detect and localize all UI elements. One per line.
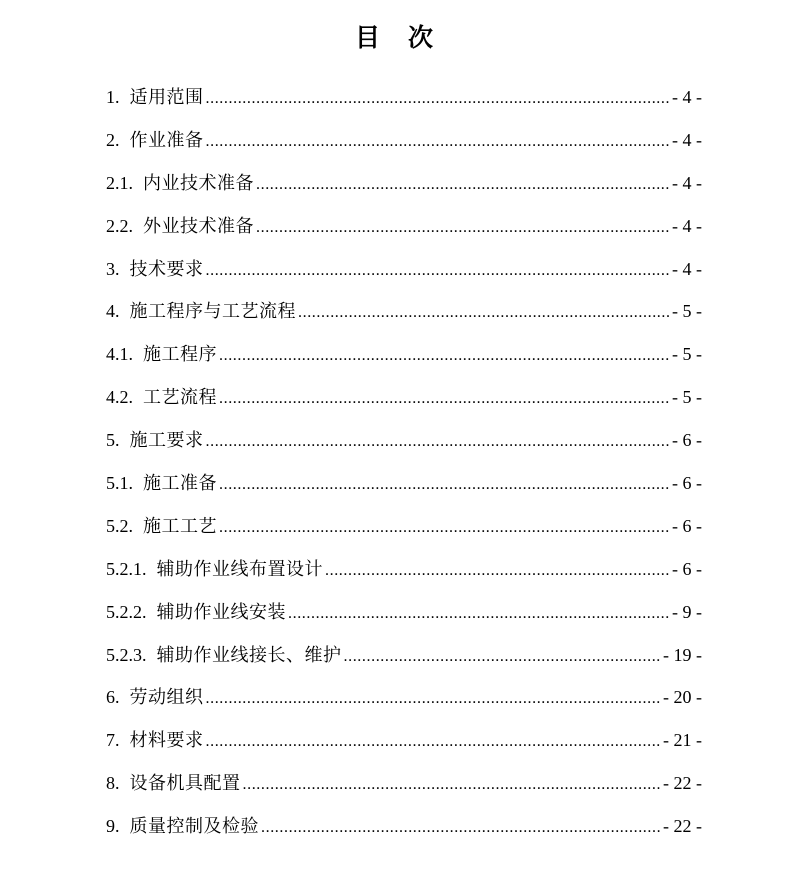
toc-entry-number: 5.2. <box>106 515 133 536</box>
toc-entry[interactable] <box>106 376 702 419</box>
toc-entry[interactable] <box>106 290 702 333</box>
toc-entry-number: 4.2. <box>106 387 133 408</box>
toc-entry[interactable] <box>106 333 702 376</box>
toc-entry[interactable] <box>106 548 702 591</box>
toc-dot-leader <box>219 464 670 507</box>
toc-entry-page: - 4 - <box>672 172 702 193</box>
toc-entry-title: 技术要求 <box>129 258 204 280</box>
toc-entry-number: 8. <box>106 773 120 794</box>
toc-entry[interactable] <box>106 205 702 248</box>
toc-entry-title: 劳动组织 <box>129 687 204 709</box>
toc-entry-number: 2. <box>106 129 120 150</box>
toc-entry[interactable] <box>106 719 702 762</box>
toc-entry[interactable] <box>106 805 702 848</box>
toc-entry-page: - 6 - <box>672 515 702 536</box>
toc-entry[interactable] <box>106 505 702 548</box>
toc-entry[interactable] <box>106 634 702 677</box>
toc-entry-title: 外业技术准备 <box>143 215 254 237</box>
toc-dot-leader <box>206 678 662 721</box>
toc-entry-title: 施工要求 <box>129 430 204 452</box>
toc-entry-number: 5.2.2. <box>106 601 147 622</box>
toc-dot-leader <box>298 292 670 335</box>
toc-entry-number: 5.2.1. <box>106 558 147 579</box>
toc-entry[interactable] <box>106 419 702 462</box>
page-title <box>0 18 788 54</box>
toc-entry[interactable] <box>106 248 702 291</box>
toc-entry-page: - 22 - <box>663 773 702 794</box>
toc-entry-page: - 4 - <box>672 87 702 107</box>
toc-entry-number: 7. <box>106 730 120 751</box>
toc-list <box>106 76 702 848</box>
toc-dot-leader <box>206 78 671 121</box>
toc-entry-title: 施工程序 <box>143 344 217 366</box>
toc-dot-leader <box>219 378 670 421</box>
toc-entry-number: 5. <box>106 430 120 451</box>
title-char-left: 目 <box>354 23 380 52</box>
toc-entry-number: 5.2.3. <box>106 644 147 665</box>
toc-entry-number: 2.2. <box>106 215 133 236</box>
toc-entry-page: - 4 - <box>672 258 702 279</box>
toc-entry-page: - 4 - <box>672 215 702 236</box>
toc-dot-leader <box>206 121 671 164</box>
toc-entry-number: 3. <box>106 258 120 279</box>
toc-entry-page: - 19 - <box>663 644 702 665</box>
toc-entry-page: - 6 - <box>672 473 702 494</box>
toc-entry-title: 材料要求 <box>129 730 204 752</box>
toc-entry-page: - 5 - <box>672 301 702 322</box>
toc-entry-title: 辅助作业线接长、维护 <box>156 644 342 666</box>
toc-entry-title: 设备机具配置 <box>129 773 241 795</box>
toc-entry-title: 内业技术准备 <box>143 172 254 194</box>
toc-dot-leader <box>261 807 661 850</box>
toc-dot-leader <box>206 421 671 464</box>
toc-entry-title: 施工准备 <box>143 473 217 495</box>
toc-entry-page: - 6 - <box>672 558 702 579</box>
toc-dot-leader <box>256 164 670 207</box>
toc-entry-page: - 22 - <box>663 816 702 837</box>
toc-entry-title: 施工程序与工艺流程 <box>129 301 296 323</box>
toc-entry[interactable] <box>106 762 702 805</box>
toc-entry-title: 适用范围 <box>129 87 204 108</box>
toc-dot-leader <box>219 507 670 550</box>
toc-entry-page: - 20 - <box>663 687 702 708</box>
toc-entry-page: - 21 - <box>663 730 702 751</box>
toc-dot-leader <box>344 636 662 679</box>
toc-entry-number: 9. <box>106 816 120 837</box>
toc-entry-number: 5.1. <box>106 473 133 494</box>
title-char-right: 次 <box>408 23 434 52</box>
toc-dot-leader <box>288 593 670 636</box>
toc-entry[interactable] <box>106 676 702 719</box>
toc-entry[interactable] <box>106 591 702 634</box>
toc-entry-title: 施工工艺 <box>143 515 217 537</box>
toc-entry[interactable] <box>106 162 702 205</box>
toc-dot-leader <box>219 335 670 378</box>
toc-entry-number: 1. <box>106 87 120 107</box>
toc-entry-number: 4. <box>106 301 120 322</box>
toc-entry-page: - 6 - <box>672 430 702 451</box>
toc-entry-page: - 9 - <box>672 601 702 622</box>
toc-entry-page: - 4 - <box>672 129 702 150</box>
toc-dot-leader <box>206 721 662 764</box>
toc-entry-title: 质量控制及检验 <box>129 816 259 838</box>
toc-entry-title: 辅助作业线布置设计 <box>156 558 323 580</box>
toc-entry-title: 作业准备 <box>129 129 204 151</box>
toc-entry-title: 工艺流程 <box>143 387 217 409</box>
toc-entry[interactable] <box>106 76 702 119</box>
toc-dot-leader <box>325 550 670 593</box>
toc-dot-leader <box>243 764 662 807</box>
toc-dot-leader <box>256 207 670 250</box>
toc-entry[interactable] <box>106 119 702 162</box>
toc-entry-page: - 5 - <box>672 344 702 365</box>
toc-entry-title: 辅助作业线安装 <box>156 601 286 623</box>
toc-entry[interactable] <box>106 462 702 505</box>
toc-dot-leader <box>206 250 671 293</box>
toc-entry-number: 4.1. <box>106 344 133 365</box>
toc-entry-number: 2.1. <box>106 172 133 193</box>
toc-entry-number: 6. <box>106 687 120 708</box>
toc-entry-page: - 5 - <box>672 387 702 408</box>
